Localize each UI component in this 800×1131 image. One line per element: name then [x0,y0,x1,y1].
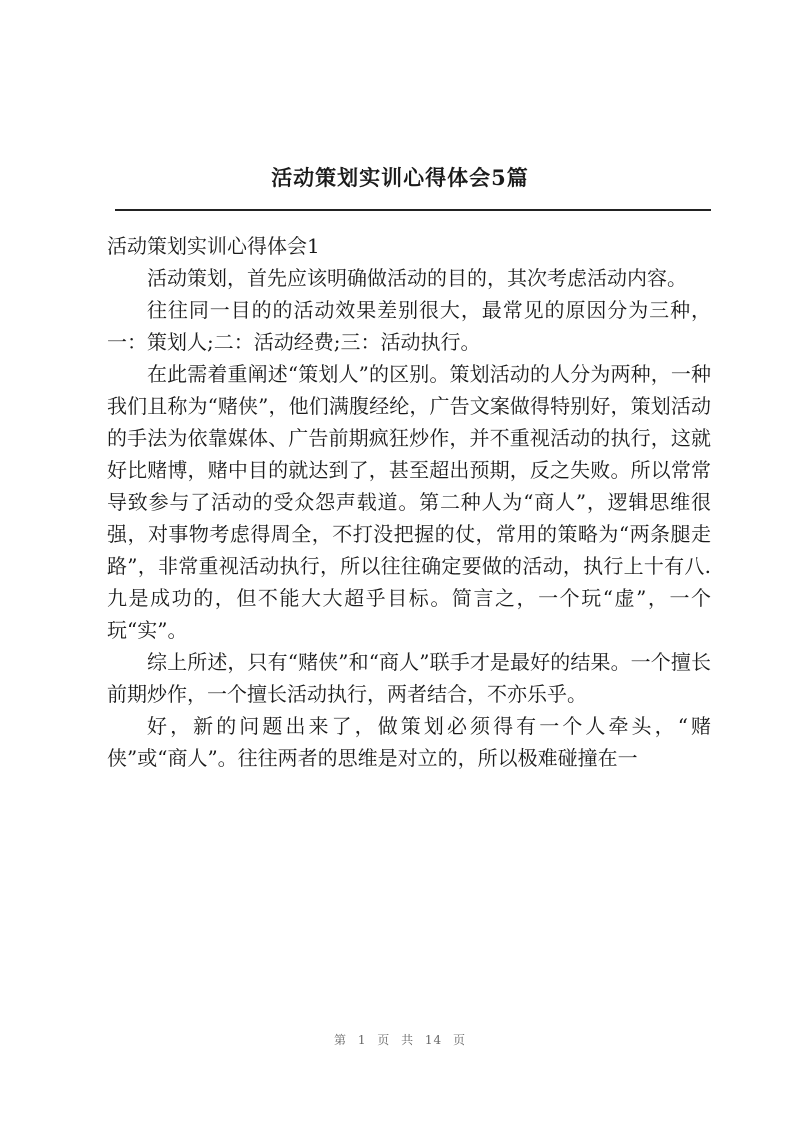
document-body [107,230,711,774]
section-heading: 活动策划实训心得体会1 [107,234,320,258]
paragraph-summary: 综上所述，只有“赌侠”和“商人”联手才是最好的结果。一个擅长前期炒作，一个擅长活动执行，两者结合，不亦乐乎。 [107,650,711,706]
paragraph-reasons: 往往同一目的的活动效果差别很大，最常见的原因分为三种，一：策划人;二：活动经费;三：活动执行。 [107,298,711,354]
page-number-footer: 第 1 页 共 14 页 [334,1033,466,1047]
paragraph-purpose: 活动策划，首先应该明确做活动的目的，其次考虑活动内容。 [147,266,687,290]
document-title: 活动策划实训心得体会5篇 [271,165,529,190]
paragraph-new-problem: 好，新的问题出来了，做策划必须得有一个人牵头，“赌侠”或“商人”。往往两者的思维是对立的，所以极难碰撞在一 [107,714,711,770]
title-divider [115,209,711,211]
paragraph-planner-types: 在此需着重阐述“策划人”的区别。策划活动的人分为两种，一种我们且称为“赌侠”，他们满腹经纶，广告文案做得特别好，策划活动的手法为依靠媒体、广告前期疯狂炒作，并不重视活动的执行，这就好比赌博，赌中目的就达到了，甚至超出预期，反之失败。所以常常导致参与了活动的受众怨声载道。第二种人为“商人”，逻辑思维很强，对事物考虑得周全，不打没把握的仗，常用的策略为“两条腿走路”，非常重视活动执行，所以往往确定要做的活动，执行上十有八.九是成功的，但不能大大超乎目标。简言之，一个玩“虚”，一个玩“实”。 [107,362,711,642]
